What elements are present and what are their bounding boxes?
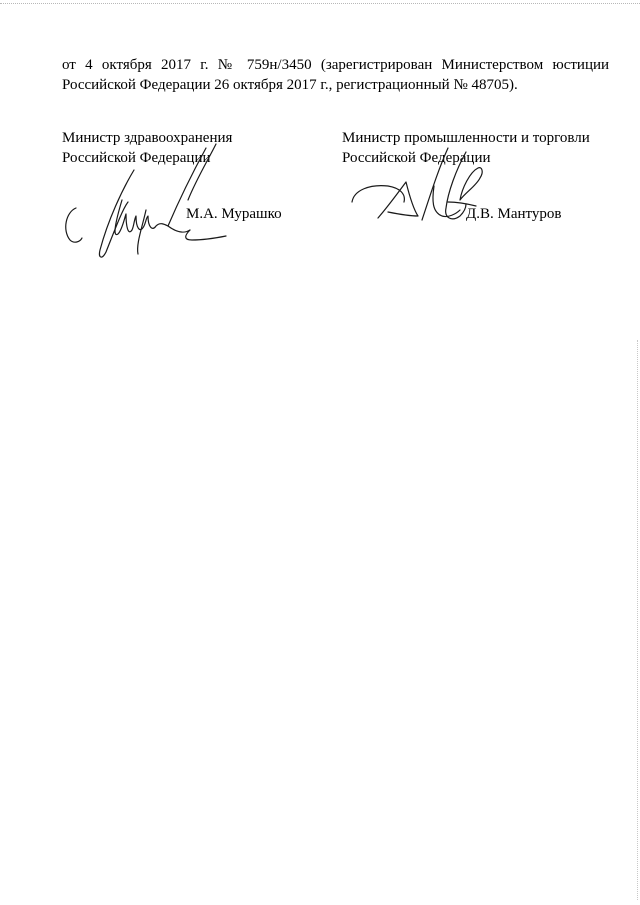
signatory-right [342,128,622,168]
paragraph-word: от [62,57,76,73]
closing-paragraph [62,55,609,95]
signatory-left [62,128,322,168]
paragraph-line-1 [62,55,609,75]
paragraph-word: № 759н/3450 [217,57,312,73]
paragraph-word: 2017 г. [161,57,209,73]
scan-edge-right [637,340,638,900]
signatory-right-org: Российской Федерации [342,150,491,166]
signatory-right-title: Министр промышленности и торговли [342,130,590,146]
paragraph-word: Министерством [441,57,544,73]
scan-edge-line [0,3,640,4]
signatory-left-name: М.А. Мурашко [186,206,282,222]
paragraph-word: 4 [85,57,93,73]
signatory-right-name: Д.В. Мантуров [466,206,562,222]
signatory-left-title: Министр здравоохранения [62,130,233,146]
paragraph-word: октября [101,57,152,73]
paragraph-line-2: Российской Федерации 26 октября 2017 г., регистрационный № 48705). [62,77,518,93]
paragraph-word: (зарегистрирован [320,57,433,73]
paragraph-word: юстиции [552,57,610,73]
signatory-left-org: Российской Федерации [62,150,211,166]
